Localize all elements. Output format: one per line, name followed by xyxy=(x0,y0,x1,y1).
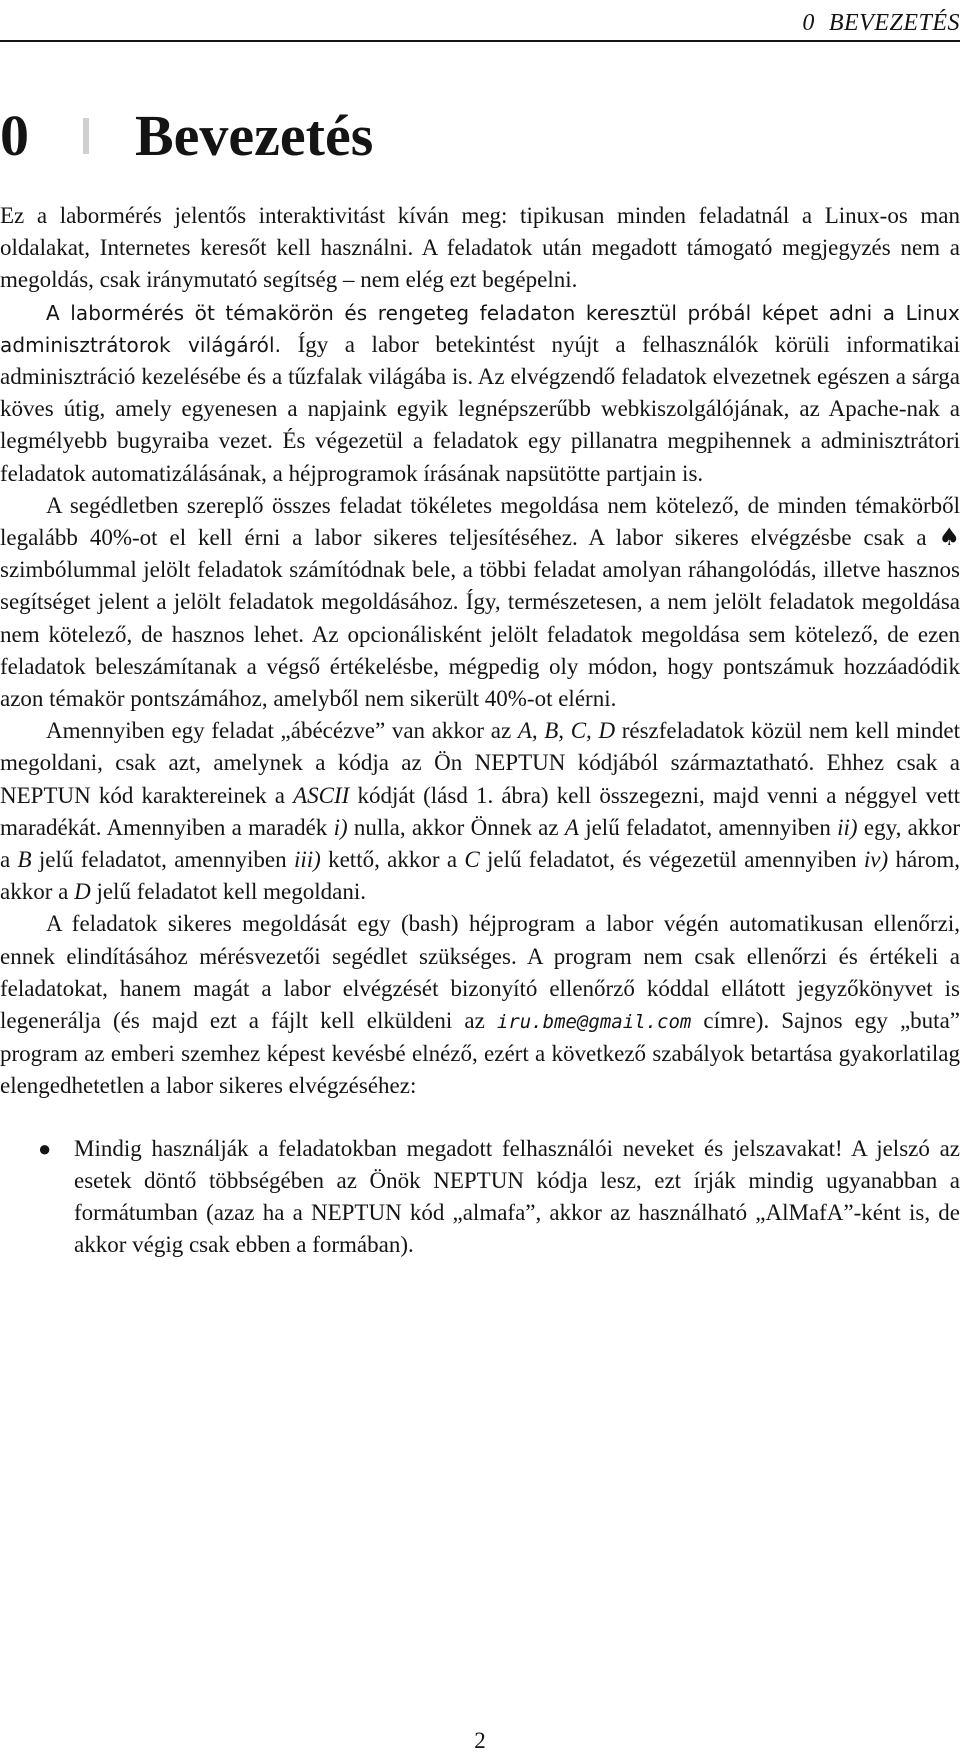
p4-ascii: ASCII xyxy=(293,782,350,808)
rules-list xyxy=(0,1133,960,1262)
rule-text: Mindig használják a feladatokban megadott felhasználói neveket és jelszavakat! A jelszó az esetek döntő többségében az Önök NEPTUN kódja lesz, ezt írják mindig ugyanabban a formátumban (azaz ha a NEPTUN kód „almafa”, akkor az használható „AlMafA”-ként is, de akkor végig csak ebben a formában). xyxy=(74,1135,960,1258)
paragraph-5 xyxy=(0,908,960,1102)
paragraph-2-rest: Így a labor betekintést nyújt a felhasználók körüli informatikai adminisztráció kezelésébe és a tűzfalak világába is. Az elvégzendő feladatok elvezetnek egészen a sárga köves útig, amely egyenesen a napjaink egyik legnépszerűbb webkiszolgálójának, az Apache-nak a legmélyebb bugyraiba vezet. És végezetül a feladatok egy pillanatra megpihennek a adminisztrátori feladatok automatizálásának, a héjprogramok írásának napsütötte partjain is. xyxy=(0,331,960,486)
p4-i: i) xyxy=(333,814,348,840)
paragraph-3-part-b: szimbólummal jelölt feladatok számítódnak bele, a többi feladat amolyan ráhangolódás, illetve hasznos segítséget jelent a jelölt feladatok megoldásához. Így, természetesen, a nem jelölt feladatok megoldása nem kötelező, de hasznos lehet. Az opcionálisként jelölt feladatok megoldása sem kötelező, de ezen feladatok beleszámítanak a végső értékelésbe, mégpedig oly módon, hogy pontszámuk hozzáadódik azon témakör pontszámához, amelyből nem sikerült 40%-ot elérni. xyxy=(0,557,960,712)
paragraph-2-sans: A labormérés öt témakörön és rengeteg feladaton keresztül próbál képet adni a Linux adminisztrátorok világáról. xyxy=(0,300,960,357)
paragraph-2 xyxy=(0,297,960,490)
p4-g: jelű feladatot, amennyiben xyxy=(31,847,294,873)
p4-l: jelű feladatot kell megoldani. xyxy=(90,879,366,905)
p4-b: részfeladatok közül nem kell mindet megoldani, csak azt, amelynek a kódja az Ön NEPTUN kódjából származtatható. Ehhez csak a NEPTUN kód karaktereinek a xyxy=(0,718,960,808)
p4-iii: iii) xyxy=(293,847,321,873)
p4-e: jelű feladatot, amennyiben xyxy=(578,814,838,840)
email-address: iru.bme@gmail.com xyxy=(496,1011,692,1034)
list-item xyxy=(0,1133,960,1262)
p4-letter-a: A xyxy=(564,814,579,840)
bullet-icon: ● xyxy=(38,1135,52,1161)
p4-abcd: A, B, C, D xyxy=(517,718,616,744)
chapter-name: Bevezetés xyxy=(135,103,374,168)
chapter-separator xyxy=(83,118,89,154)
p4-j: jelű feladatot, és végezetül amennyiben xyxy=(479,847,864,873)
p4-d: nulla, akkor Önnek az xyxy=(347,814,565,840)
p4-c: kódját (lásd 1. ábra) kell összegezni, majd venni a néggyel vett maradékát. Amennyiben a maradék xyxy=(0,782,960,840)
p4-letter-d: D xyxy=(74,879,91,905)
p5-b: címre). Sajnos egy „buta” program az emberi szemhez képest kevésbé elnéző, ezért a következő szabályok betartása gyakorlatilag elengedhetetlen a labor sikeres elvégzéséhez: xyxy=(0,1008,960,1099)
p4-a: Amennyiben egy feladat „ábécézve” van akkor az xyxy=(46,718,518,744)
paragraph-3-part-a: A segédletben szereplő összes feladat tökéletes megoldása nem kötelező, de minden témakörből legalább 40%-ot el kell érni a labor sikeres teljesítéséhez. A labor sikeres elvégzésbe csak a xyxy=(0,492,960,551)
p4-ii: ii) xyxy=(837,814,858,840)
p4-letter-b: B xyxy=(17,847,32,873)
running-head xyxy=(0,8,960,38)
p4-iv: iv) xyxy=(863,847,889,873)
chapter-number: 0 xyxy=(0,103,29,168)
header-rule xyxy=(0,40,960,42)
paragraph-4 xyxy=(0,715,960,908)
spade-icon: ♠ xyxy=(938,523,960,552)
running-head-number: 0 xyxy=(802,10,815,36)
p4-h: kettő, akkor a xyxy=(320,847,465,873)
p4-k: három, akkor a xyxy=(0,847,960,905)
p5-a: A feladatok sikeres megoldását egy (bash) héjprogram a labor végén automatikusan ellenőrzi, ennek elindításához mérésvezetői segédlet szükséges. A program nem csak ellenőrzi és értékeli a feladatokat, hanem magát a labor elvégzését bizonyító ellenőrző kóddal ellátott jegyzőkönyvet is legenerálja (és majd ezt a fájlt kell elküldeni az xyxy=(0,911,960,1034)
chapter-title xyxy=(0,100,373,172)
page-number: 2 xyxy=(474,1728,486,1753)
running-head-title: BEVEZETÉS xyxy=(828,10,960,36)
body-text xyxy=(0,200,960,1262)
p4-letter-c: C xyxy=(464,847,480,873)
p4-f: egy, akkor a xyxy=(0,814,960,873)
paragraph-1: Ez a labormérés jelentős interaktivitást kíván meg: tipikusan minden feladatnál a Linux-os man oldalakat, Internetes keresőt kell használni. A feladatok után megadott támogató megjegyzés nem a megoldás, csak iránymutató segítség – nem elég ezt begépelni. xyxy=(0,203,960,293)
paragraph-3 xyxy=(0,490,960,715)
